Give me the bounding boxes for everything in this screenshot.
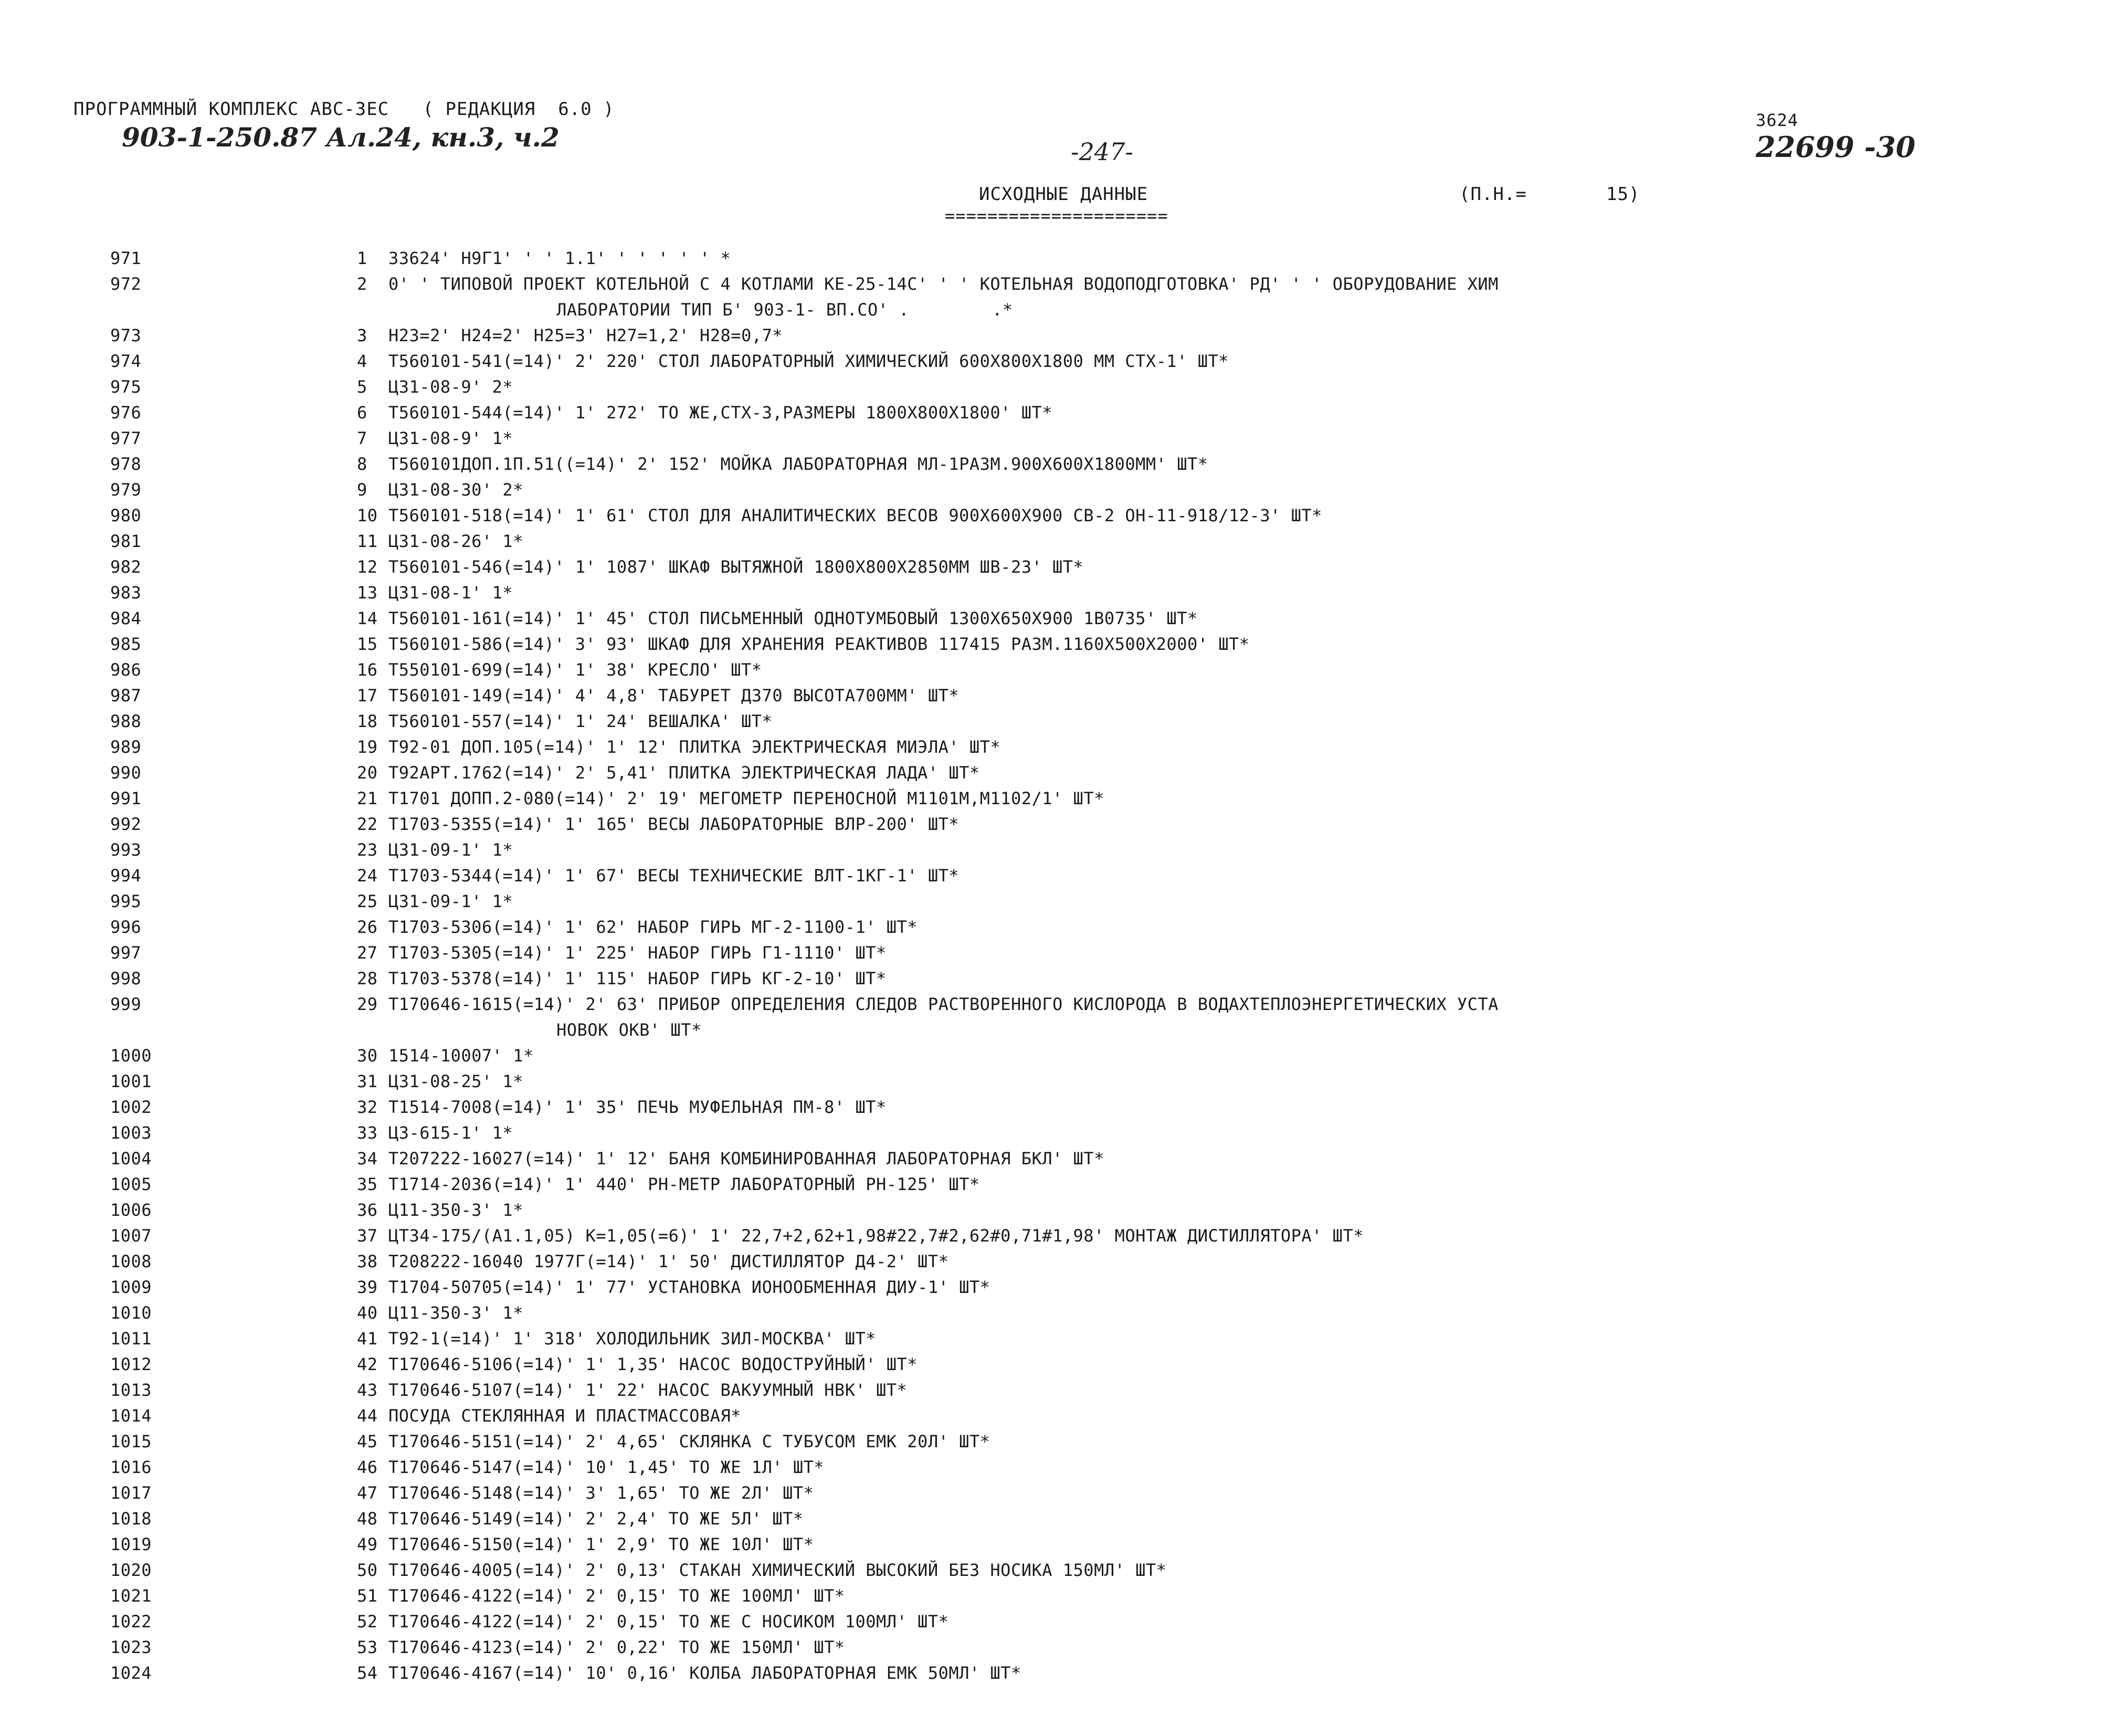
record-text: Т560101-557(=14)' 1' 24' ВЕШАЛКА' ШТ* bbox=[388, 711, 773, 731]
record-text: Т1703-5378(=14)' 1' 115' НАБОР ГИРЬ КГ-2-10' ШТ* bbox=[388, 969, 887, 988]
item-number: 24 bbox=[357, 866, 378, 886]
item-number: 30 bbox=[357, 1046, 378, 1066]
listing-row bbox=[110, 246, 2084, 271]
record-text: Т170646-5147(=14)' 10' 1,45' ТО ЖЕ 1Л' ШТ* bbox=[388, 1457, 825, 1477]
line-number: 1018 bbox=[110, 1509, 152, 1529]
listing-row bbox=[110, 1172, 2084, 1197]
record-text: ЦТ34-175/(А1.1,05) К=1,05(=6)' 1' 22,7+2,62+1,98#22,7#2,62#0,71#1,98' МОНТАЖ ДИСТИЛЛЯТОРА' ШТ* bbox=[388, 1226, 1364, 1246]
listing-continuation-line bbox=[110, 297, 2084, 323]
line-number: 984 bbox=[110, 608, 142, 628]
record-text: Т170646-5150(=14)' 1' 2,9' ТО ЖЕ 10Л' ШТ* bbox=[388, 1534, 814, 1554]
line-number: 976 bbox=[110, 403, 142, 423]
listing-row bbox=[110, 1455, 2084, 1480]
listing-row bbox=[110, 1197, 2084, 1223]
line-number: 978 bbox=[110, 454, 142, 474]
listing-row bbox=[110, 1403, 2084, 1429]
line-number: 982 bbox=[110, 557, 142, 577]
item-number: 36 bbox=[357, 1200, 378, 1220]
item-number: 5 bbox=[357, 377, 367, 397]
item-number: 6 bbox=[357, 403, 367, 423]
record-text: Ц3-615-1' 1* bbox=[388, 1123, 513, 1143]
record-text: Ц31-08-30' 2* bbox=[388, 480, 523, 500]
record-text: Т1714-2036(=14)' 1' 440' РН-МЕТР ЛАБОРАТОРНЫЙ РН-125' ШТ* bbox=[388, 1174, 980, 1194]
record-text: Т560101-541(=14)' 2' 220' СТОЛ ЛАБОРАТОРНЫЙ ХИМИЧЕСКИЙ 600Х800Х1800 ММ СТХ-1' ШТ* bbox=[388, 351, 1229, 371]
listing-row bbox=[110, 529, 2084, 554]
listing-row bbox=[110, 1120, 2084, 1146]
record-text: Ц31-08-26' 1* bbox=[388, 531, 523, 551]
line-number: 1009 bbox=[110, 1277, 152, 1297]
line-number: 1011 bbox=[110, 1329, 152, 1349]
listing-row bbox=[110, 323, 2084, 349]
record-text: Т170646-1615(=14)' 2' 63' ПРИБОР ОПРЕДЕЛЕНИЯ СЛЕДОВ РАСТВОРЕННОГО КИСЛОРОДА В ВОДАХТЕПЛОЭНЕРГЕТИЧЕСКИХ УСТА bbox=[388, 994, 1499, 1014]
listing-row bbox=[110, 1326, 2084, 1352]
record-text: Ц31-09-1' 1* bbox=[388, 840, 513, 860]
item-number: 46 bbox=[357, 1457, 378, 1477]
line-number: 996 bbox=[110, 917, 142, 937]
line-number: 985 bbox=[110, 634, 142, 654]
listing-row bbox=[110, 1043, 2084, 1069]
line-number: 989 bbox=[110, 737, 142, 757]
doc-code: 22699 -30 bbox=[1756, 130, 1916, 164]
item-number: 23 bbox=[357, 840, 378, 860]
record-text: Т560101-149(=14)' 4' 4,8' ТАБУРЕТ Д370 ВЫСОТА700ММ' ШТ* bbox=[388, 686, 960, 706]
item-number: 20 bbox=[357, 763, 378, 783]
listing-row bbox=[110, 1300, 2084, 1326]
line-number: 1007 bbox=[110, 1226, 152, 1246]
item-number: 29 bbox=[357, 994, 378, 1014]
program-header: ПРОГРАММНЫЙ КОМПЛЕКС АВС-3ЕС ( РЕДАКЦИЯ 6.0 ) bbox=[73, 99, 615, 120]
listing-row bbox=[110, 966, 2084, 992]
line-number: 986 bbox=[110, 660, 142, 680]
record-text: Ц31-08-1' 1* bbox=[388, 583, 513, 603]
listing-row bbox=[110, 451, 2084, 477]
record-text: 33624' Н9Г1' ' ' 1.1' ' ' ' ' ' * bbox=[388, 248, 731, 268]
record-text: Т170646-4005(=14)' 2' 0,13' СТАКАН ХИМИЧЕСКИЙ ВЫСОКИЙ БЕЗ НОСИКА 150МЛ' ШТ* bbox=[388, 1560, 1167, 1580]
line-number: 981 bbox=[110, 531, 142, 551]
pn-value: 15) bbox=[1606, 184, 1640, 205]
record-text: Т1701 ДОПП.2-080(=14)' 2' 19' МЕГОМЕТР ПЕРЕНОСНОЙ М1101М,М1102/1' ШТ* bbox=[388, 788, 1104, 808]
item-number: 25 bbox=[357, 891, 378, 911]
listing-row bbox=[110, 863, 2084, 889]
record-text: Т170646-4123(=14)' 2' 0,22' ТО ЖЕ 150МЛ' ШТ* bbox=[388, 1637, 845, 1657]
record-text: Н23=2' Н24=2' Н25=3' Н27=1,2' Н28=0,7* bbox=[388, 325, 783, 345]
listing-row bbox=[110, 1069, 2084, 1095]
item-number: 28 bbox=[357, 969, 378, 988]
listing-row bbox=[110, 400, 2084, 426]
line-number: 1002 bbox=[110, 1097, 152, 1117]
line-number: 975 bbox=[110, 377, 142, 397]
record-text: Т92-01 ДОП.105(=14)' 1' 12' ПЛИТКА ЭЛЕКТРИЧЕСКАЯ МИЭЛА' ШТ* bbox=[388, 737, 1001, 757]
listing-row bbox=[110, 580, 2084, 606]
record-text: Т560101ДОП.1П.51((=14)' 2' 152' МОЙКА ЛАБОРАТОРНАЯ МЛ-1РАЗМ.900Х600Х1800ММ' ШТ* bbox=[388, 454, 1208, 474]
listing-row bbox=[110, 1249, 2084, 1275]
record-text: Ц31-09-1' 1* bbox=[388, 891, 513, 911]
item-number: 41 bbox=[357, 1329, 378, 1349]
item-number: 49 bbox=[357, 1534, 378, 1554]
line-number: 1014 bbox=[110, 1406, 152, 1426]
line-number: 974 bbox=[110, 351, 142, 371]
line-number: 997 bbox=[110, 943, 142, 963]
line-number: 990 bbox=[110, 763, 142, 783]
item-number: 51 bbox=[357, 1586, 378, 1606]
line-number: 973 bbox=[110, 325, 142, 345]
line-number: 1013 bbox=[110, 1380, 152, 1400]
document-title: ИСХОДНЫЕ ДАННЫЕ bbox=[979, 184, 1148, 205]
item-number: 17 bbox=[357, 686, 378, 706]
item-number: 2 bbox=[357, 274, 367, 294]
record-text: Т92АРТ.1762(=14)' 2' 5,41' ПЛИТКА ЭЛЕКТРИЧЕСКАЯ ЛАДА' ШТ* bbox=[388, 763, 980, 783]
item-number: 40 bbox=[357, 1303, 378, 1323]
record-text: Т1704-50705(=14)' 1' 77' УСТАНОВКА ИОНООБМЕННАЯ ДИУ-1' ШТ* bbox=[388, 1277, 990, 1297]
data-listing bbox=[110, 246, 2084, 1686]
listing-row bbox=[110, 734, 2084, 760]
item-number: 1 bbox=[357, 248, 367, 268]
item-number: 31 bbox=[357, 1071, 378, 1091]
item-number: 21 bbox=[357, 788, 378, 808]
line-number: 1019 bbox=[110, 1534, 152, 1554]
listing-row bbox=[110, 426, 2084, 451]
item-number: 45 bbox=[357, 1432, 378, 1451]
record-text: Т92-1(=14)' 1' 318' ХОЛОДИЛЬНИК ЗИЛ-МОСКВА' ШТ* bbox=[388, 1329, 876, 1349]
record-text: Ц31-08-9' 2* bbox=[388, 377, 513, 397]
item-number: 48 bbox=[357, 1509, 378, 1529]
line-number: 1010 bbox=[110, 1303, 152, 1323]
item-number: 34 bbox=[357, 1149, 378, 1169]
line-number: 1004 bbox=[110, 1149, 152, 1169]
line-number: 1001 bbox=[110, 1071, 152, 1091]
line-number: 1015 bbox=[110, 1432, 152, 1451]
record-text: НОВОК ОКВ' ШТ* bbox=[556, 1020, 702, 1040]
item-number: 47 bbox=[357, 1483, 378, 1503]
item-number: 54 bbox=[357, 1663, 378, 1683]
listing-row bbox=[110, 1506, 2084, 1532]
record-text: Т1703-5344(=14)' 1' 67' ВЕСЫ ТЕХНИЧЕСКИЕ ВЛТ-1КГ-1' ШТ* bbox=[388, 866, 960, 886]
listing-row bbox=[110, 889, 2084, 914]
line-number: 1012 bbox=[110, 1354, 152, 1374]
listing-row bbox=[110, 271, 2084, 297]
line-number: 1000 bbox=[110, 1046, 152, 1066]
listing-row bbox=[110, 760, 2084, 786]
listing-row bbox=[110, 940, 2084, 966]
item-number: 44 bbox=[357, 1406, 378, 1426]
item-number: 3 bbox=[357, 325, 367, 345]
listing-row bbox=[110, 812, 2084, 837]
item-number: 53 bbox=[357, 1637, 378, 1657]
item-number: 38 bbox=[357, 1251, 378, 1271]
item-number: 14 bbox=[357, 608, 378, 628]
listing-row bbox=[110, 1377, 2084, 1403]
listing-row bbox=[110, 1532, 2084, 1558]
listing-row bbox=[110, 657, 2084, 683]
listing-row bbox=[110, 1558, 2084, 1583]
line-number: 999 bbox=[110, 994, 142, 1014]
record-text: Т560101-586(=14)' 3' 93' ШКАФ ДЛЯ ХРАНЕНИЯ РЕАКТИВОВ 117415 РАЗМ.1160Х500Х2000' ШТ* bbox=[388, 634, 1250, 654]
item-number: 18 bbox=[357, 711, 378, 731]
item-number: 52 bbox=[357, 1612, 378, 1632]
line-number: 994 bbox=[110, 866, 142, 886]
item-number: 43 bbox=[357, 1380, 378, 1400]
record-text: Т560101-518(=14)' 1' 61' СТОЛ ДЛЯ АНАЛИТИЧЕСКИХ ВЕСОВ 900Х600Х900 СВ-2 ОН-11-918/12-3' ШТ* bbox=[388, 506, 1322, 525]
item-number: 39 bbox=[357, 1277, 378, 1297]
record-text: Т560101-544(=14)' 1' 272' ТО ЖЕ,СТХ-3,РАЗМЕРЫ 1800Х800Х1800' ШТ* bbox=[388, 403, 1052, 423]
line-number: 1008 bbox=[110, 1251, 152, 1271]
listing-row bbox=[110, 1275, 2084, 1300]
doc-code-small: 3624 bbox=[1756, 110, 1799, 130]
listing-continuation-line bbox=[110, 1017, 2084, 1043]
record-text: Т170646-4167(=14)' 10' 0,16' КОЛБА ЛАБОРАТОРНАЯ ЕМК 50МЛ' ШТ* bbox=[388, 1663, 1021, 1683]
item-number: 12 bbox=[357, 557, 378, 577]
listing-row bbox=[110, 1223, 2084, 1249]
listing-row bbox=[110, 1352, 2084, 1377]
record-text: 0' ' ТИПОВОЙ ПРОЕКТ КОТЕЛЬНОЙ С 4 КОТЛАМИ КЕ-25-14С' ' ' КОТЕЛЬНАЯ ВОДОПОДГОТОВКА' РД' ' ' ОБОРУДОВАНИЕ ХИМ bbox=[388, 274, 1499, 294]
line-number: 1006 bbox=[110, 1200, 152, 1220]
item-number: 32 bbox=[357, 1097, 378, 1117]
listing-row bbox=[110, 632, 2084, 657]
listing-row bbox=[110, 992, 2084, 1017]
line-number: 1017 bbox=[110, 1483, 152, 1503]
listing-row bbox=[110, 1429, 2084, 1455]
listing-row bbox=[110, 349, 2084, 374]
line-number: 972 bbox=[110, 274, 142, 294]
item-number: 4 bbox=[357, 351, 367, 371]
listing-row bbox=[110, 1146, 2084, 1172]
item-number: 26 bbox=[357, 917, 378, 937]
record-text: Т208222-16040 1977Г(=14)' 1' 50' ДИСТИЛЛЯТОР Д4-2' ШТ* bbox=[388, 1251, 949, 1271]
record-text: Т170646-4122(=14)' 2' 0,15' ТО ЖЕ 100МЛ' ШТ* bbox=[388, 1586, 845, 1606]
listing-row bbox=[110, 554, 2084, 580]
listing-row bbox=[110, 914, 2084, 940]
listing-row bbox=[110, 1660, 2084, 1686]
line-number: 1003 bbox=[110, 1123, 152, 1143]
item-number: 35 bbox=[357, 1174, 378, 1194]
listing-row bbox=[110, 786, 2084, 812]
item-number: 16 bbox=[357, 660, 378, 680]
line-number: 977 bbox=[110, 428, 142, 448]
item-number: 11 bbox=[357, 531, 378, 551]
listing-row bbox=[110, 503, 2084, 529]
title-underline: ===================== bbox=[945, 206, 1168, 226]
record-text: Т560101-161(=14)' 1' 45' СТОЛ ПИСЬМЕННЫЙ ОДНОТУМБОВЫЙ 1300Х650Х900 1В0735' ШТ* bbox=[388, 608, 1198, 628]
line-number: 988 bbox=[110, 711, 142, 731]
record-text: Ц31-08-9' 1* bbox=[388, 428, 513, 448]
handwritten-reference: 903-1-250.87 Ал.24, кн.3, ч.2 bbox=[122, 122, 560, 153]
line-number: 1020 bbox=[110, 1560, 152, 1580]
listing-row bbox=[110, 709, 2084, 734]
line-number: 980 bbox=[110, 506, 142, 525]
record-text: Т550101-699(=14)' 1' 38' КРЕСЛО' ШТ* bbox=[388, 660, 762, 680]
item-number: 13 bbox=[357, 583, 378, 603]
item-number: 50 bbox=[357, 1560, 378, 1580]
record-text: Ц31-08-25' 1* bbox=[388, 1071, 523, 1091]
listing-row bbox=[110, 1095, 2084, 1120]
record-text: Ц11-350-3' 1* bbox=[388, 1303, 523, 1323]
item-number: 22 bbox=[357, 814, 378, 834]
item-number: 27 bbox=[357, 943, 378, 963]
record-text: Т1703-5305(=14)' 1' 225' НАБОР ГИРЬ Г1-1110' ШТ* bbox=[388, 943, 887, 963]
listing-row bbox=[110, 683, 2084, 709]
record-text: Т170646-5148(=14)' 3' 1,65' ТО ЖЕ 2Л' ШТ* bbox=[388, 1483, 814, 1503]
record-text: Т1703-5306(=14)' 1' 62' НАБОР ГИРЬ МГ-2-1100-1' ШТ* bbox=[388, 917, 918, 937]
listing-row bbox=[110, 1583, 2084, 1609]
item-number: 7 bbox=[357, 428, 367, 448]
line-number: 1022 bbox=[110, 1612, 152, 1632]
line-number: 998 bbox=[110, 969, 142, 988]
line-number: 1023 bbox=[110, 1637, 152, 1657]
line-number: 987 bbox=[110, 686, 142, 706]
record-text: Т1703-5355(=14)' 1' 165' ВЕСЫ ЛАБОРАТОРНЫЕ ВЛР-200' ШТ* bbox=[388, 814, 960, 834]
line-number: 995 bbox=[110, 891, 142, 911]
record-text: Ц11-350-3' 1* bbox=[388, 1200, 523, 1220]
line-number: 1005 bbox=[110, 1174, 152, 1194]
line-number: 993 bbox=[110, 840, 142, 860]
pn-label: (П.Н.= bbox=[1459, 184, 1527, 205]
line-number: 971 bbox=[110, 248, 142, 268]
record-text: Т170646-5151(=14)' 2' 4,65' СКЛЯНКА С ТУБУСОМ ЕМК 20Л' ШТ* bbox=[388, 1432, 990, 1451]
listing-row bbox=[110, 606, 2084, 632]
record-text: Т170646-5106(=14)' 1' 1,35' НАСОС ВОДОСТРУЙНЫЙ' ШТ* bbox=[388, 1354, 918, 1374]
listing-row bbox=[110, 374, 2084, 400]
line-number: 1021 bbox=[110, 1586, 152, 1606]
record-text: Т170646-5107(=14)' 1' 22' НАСОС ВАКУУМНЫЙ НВК' ШТ* bbox=[388, 1380, 908, 1400]
item-number: 37 bbox=[357, 1226, 378, 1246]
item-number: 8 bbox=[357, 454, 367, 474]
record-text: ЛАБОРАТОРИИ ТИП Б' 903-1- ВП.СО' . .* bbox=[556, 300, 1013, 320]
record-text: Т170646-4122(=14)' 2' 0,15' ТО ЖЕ С НОСИКОМ 100МЛ' ШТ* bbox=[388, 1612, 949, 1632]
line-number: 991 bbox=[110, 788, 142, 808]
item-number: 33 bbox=[357, 1123, 378, 1143]
item-number: 42 bbox=[357, 1354, 378, 1374]
item-number: 9 bbox=[357, 480, 367, 500]
page-number: -247- bbox=[1071, 138, 1133, 166]
record-text: 1514-10007' 1* bbox=[388, 1046, 534, 1066]
line-number: 992 bbox=[110, 814, 142, 834]
record-text: Т170646-5149(=14)' 2' 2,4' ТО ЖЕ 5Л' ШТ* bbox=[388, 1509, 804, 1529]
record-text: Т1514-7008(=14)' 1' 35' ПЕЧЬ МУФЕЛЬНАЯ ПМ-8' ШТ* bbox=[388, 1097, 887, 1117]
listing-row bbox=[110, 1635, 2084, 1660]
record-text: Т560101-546(=14)' 1' 1087' ШКАФ ВЫТЯЖНОЙ 1800Х800Х2850ММ ШВ-23' ШТ* bbox=[388, 557, 1084, 577]
listing-row bbox=[110, 477, 2084, 503]
item-number: 10 bbox=[357, 506, 378, 525]
listing-row bbox=[110, 1480, 2084, 1506]
line-number: 979 bbox=[110, 480, 142, 500]
line-number: 1016 bbox=[110, 1457, 152, 1477]
record-text: Т207222-16027(=14)' 1' 12' БАНЯ КОМБИНИРОВАННАЯ ЛАБОРАТОРНАЯ БКЛ' ШТ* bbox=[388, 1149, 1104, 1169]
listing-row bbox=[110, 1609, 2084, 1635]
listing-row bbox=[110, 837, 2084, 863]
item-number: 15 bbox=[357, 634, 378, 654]
line-number: 983 bbox=[110, 583, 142, 603]
item-number: 19 bbox=[357, 737, 378, 757]
record-text: ПОСУДА СТЕКЛЯННАЯ И ПЛАСТМАССОВАЯ* bbox=[388, 1406, 742, 1426]
line-number: 1024 bbox=[110, 1663, 152, 1683]
